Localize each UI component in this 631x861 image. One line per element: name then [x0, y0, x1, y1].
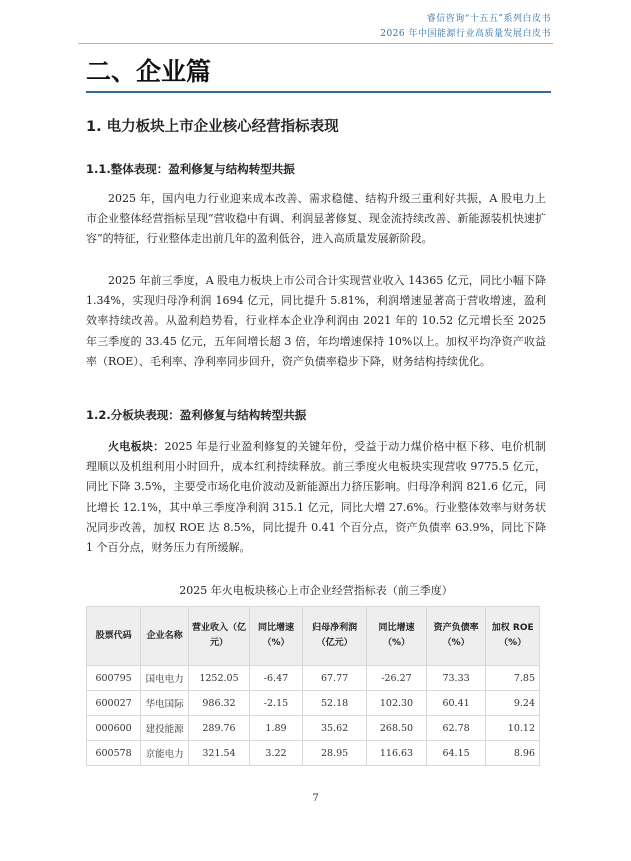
table-cell: 建投能源 — [141, 716, 189, 741]
table-cell: -2.15 — [249, 691, 302, 716]
table-cell: 116.63 — [367, 741, 427, 766]
table-header-row — [87, 607, 540, 666]
paragraph-lead-label: 火电板块： — [108, 440, 165, 453]
paragraph-q3-results: 2025 年前三季度，A 股电力板块上市公司合计实现营业收入 14365 亿元，同比小幅下降 1.34%，实现归母净利润 1694 亿元，同比提升 5.81%，利润增速显著高于营收增速，盈利效率持续改善。从盈利趋势看，行业样本企业净利润由 2021 年的 10.52 亿元增长至 2025 年三季度的 33.45 亿元，五年间增长超 3 倍，年均增速保持 10%以上。加权平均净资产收益率（ROE）、毛利率、净利率同步回升，资产负债率稳步下降，财务结构持续优化。 — [86, 274, 546, 368]
table-cell: 986.32 — [188, 691, 249, 716]
table-cell: 600578 — [87, 741, 141, 766]
table-cell: 102.30 — [367, 691, 427, 716]
table-cell: 64.15 — [426, 741, 486, 766]
table-cell: 1.89 — [249, 716, 302, 741]
header-series-title: 睿信咨询“十五五”系列白皮书 — [426, 14, 551, 24]
table-cell: 000600 — [87, 716, 141, 741]
table-cell: 268.50 — [367, 716, 427, 741]
table-row — [87, 691, 540, 716]
table-cell: 600027 — [87, 691, 141, 716]
paragraph-overview: 2025 年，国内电力行业迎来成本改善、需求稳健、结构升级三重利好共振，A 股电力上市企业整体经营指标呈现“营收稳中有调、利润显著修复、现金流持续改善、新能源装机快速扩容”的特征，行业整体走出前几年的盈利低谷，进入高质量发展新阶段。 — [86, 192, 546, 246]
running-header — [380, 12, 551, 42]
column-header: 归母净利润（亿元） — [303, 607, 367, 666]
column-header: 资产负债率（%） — [426, 607, 486, 666]
section-heading: 1. 电力板块上市企业核心经营指标表现 — [86, 119, 339, 135]
chapter-divider — [86, 91, 551, 93]
table-cell: 1252.05 — [188, 666, 249, 691]
table-cell: 60.41 — [426, 691, 486, 716]
table-cell: 8.96 — [486, 741, 540, 766]
table-cell: 9.24 — [486, 691, 540, 716]
subsection-heading-overall: 1.1.整体表现：盈利修复与结构转型共振 — [86, 162, 295, 176]
column-header: 企业名称 — [141, 607, 189, 666]
table-cell: 52.18 — [303, 691, 367, 716]
page-number: 7 — [312, 793, 319, 804]
column-header: 同比增速（%） — [249, 607, 302, 666]
table-cell: 京能电力 — [141, 741, 189, 766]
table-cell: 国电电力 — [141, 666, 189, 691]
paragraph-body: 2025 年是行业盈利修复的关键年份，受益于动力煤价格中枢下移、电价机制理顺以及机组利用小时回升，成本红利持续释放。前三季度火电板块实现营收 9775.5 亿元，同比下降 3.5%，主要受市场化电价波动及新能源出力挤压影响。归母净利润 821.6 亿元，同比增长 12.1%，其中单三季度净利润 315.1 亿元，同比大增 27.6%。行业整体效率与财务状况同步改善，加权 ROE 达 8.5%，同比提升 0.41 个百分点，资产负债率 63.9%，同比下降 1 个百分点，财务压力有所缓解。 — [86, 440, 546, 555]
table-row — [87, 741, 540, 766]
chapter-title: 二、企业篇 — [86, 57, 212, 86]
table-cell: 289.76 — [188, 716, 249, 741]
table-cell: 28.95 — [303, 741, 367, 766]
table-cell: 10.12 — [486, 716, 540, 741]
column-header: 加权 ROE（%） — [486, 607, 540, 666]
table-cell: 62.78 — [426, 716, 486, 741]
column-header: 股票代码 — [87, 607, 141, 666]
table-cell: 321.54 — [188, 741, 249, 766]
table-cell: 3.22 — [249, 741, 302, 766]
table-cell: -6.47 — [249, 666, 302, 691]
table-cell: 7.85 — [486, 666, 540, 691]
column-header: 同比增速（%） — [367, 607, 427, 666]
table-row — [87, 716, 540, 741]
header-report-title: 2026 年中国能源行业高质量发展白皮书 — [380, 29, 551, 39]
header-divider — [78, 43, 553, 44]
table-cell: 华电国际 — [141, 691, 189, 716]
table-row — [87, 666, 540, 691]
paragraph-thermal-power — [86, 437, 546, 558]
table-cell: 67.77 — [303, 666, 367, 691]
subsection-heading-segments: 1.2.分板块表现：盈利修复与结构转型共振 — [86, 408, 307, 422]
table-cell: 35.62 — [303, 716, 367, 741]
column-header: 营业收入（亿元） — [188, 607, 249, 666]
table-cell: -26.27 — [367, 666, 427, 691]
table-caption: 2025 年火电板块核心上市企业经营指标表（前三季度） — [179, 584, 453, 597]
table-cell: 600795 — [87, 666, 141, 691]
thermal-power-metrics-table — [86, 606, 540, 766]
table-cell: 73.33 — [426, 666, 486, 691]
